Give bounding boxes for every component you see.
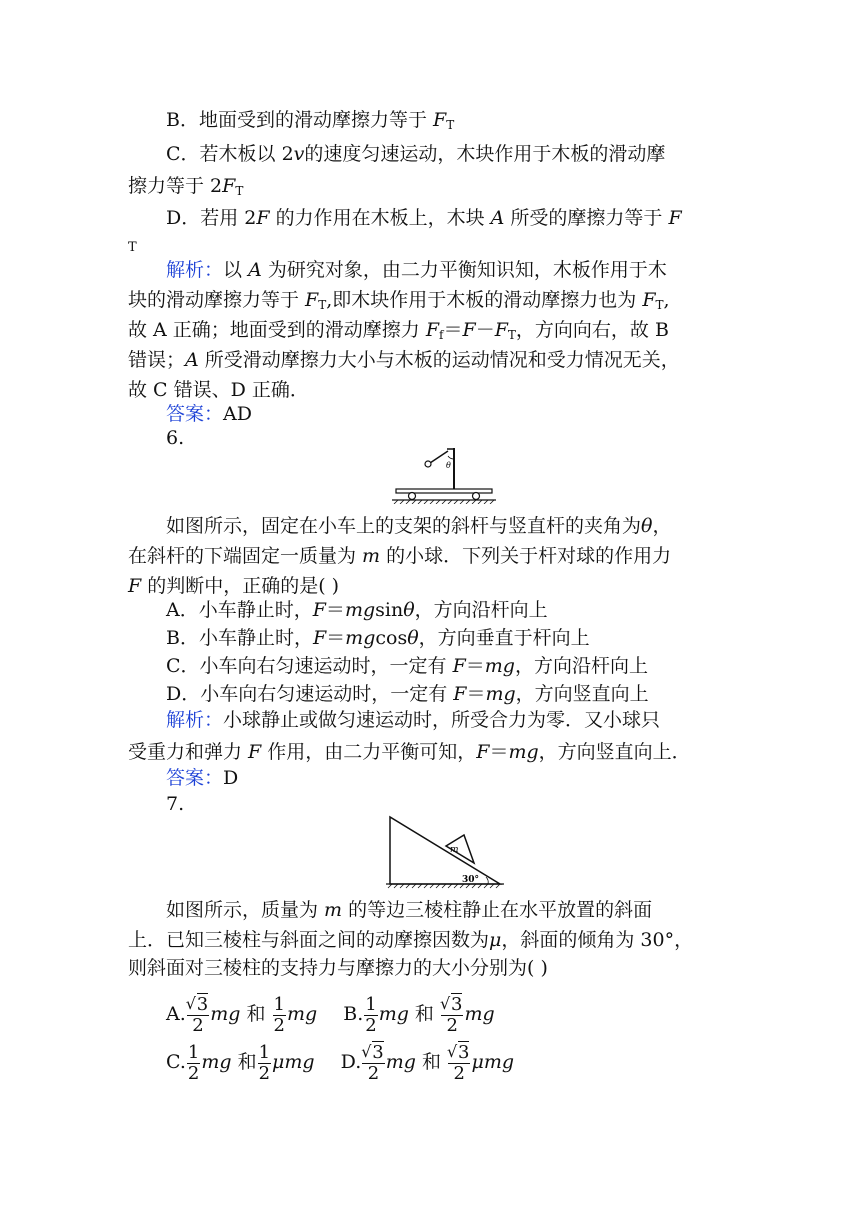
var: F	[453, 683, 467, 705]
q5-answer	[166, 402, 252, 426]
var: mg	[385, 1051, 416, 1073]
fraction	[273, 995, 286, 1036]
var: mg	[508, 741, 539, 763]
text: 块的滑动摩擦力等于	[128, 289, 306, 311]
text: 故 A 正确；地面受到的滑动摩擦力	[128, 319, 426, 341]
text: ，方向向右，故 B	[515, 319, 669, 341]
sub: T	[235, 184, 244, 198]
q7-number: 7.	[166, 793, 185, 815]
sqrt	[363, 1043, 383, 1063]
var: F	[425, 319, 440, 341]
var: m	[362, 545, 381, 567]
var: A	[185, 349, 199, 371]
text: ，方向竖直向上	[515, 683, 649, 705]
var: F	[128, 575, 142, 597]
sub: T	[446, 118, 455, 132]
num: 3	[372, 1041, 384, 1063]
text: 所受滑动摩擦力大小与木板的运动情况和受力情况无关，	[198, 349, 680, 371]
q5-analysis-line3	[128, 318, 669, 347]
analysis-label: 解析：	[166, 259, 224, 281]
q5-analysis-line4	[128, 348, 680, 372]
q7-stem-line2	[128, 928, 693, 952]
q5-option-c-line1	[166, 142, 665, 166]
text: ＝	[465, 655, 485, 677]
var: F	[256, 207, 270, 229]
var: μmg	[471, 1051, 514, 1073]
num: 3	[450, 993, 463, 1015]
q6-stem-line2	[128, 544, 671, 568]
q6-answer	[166, 766, 238, 790]
q7-incline-figure	[384, 814, 506, 890]
text: ＝	[325, 599, 345, 621]
theta-label: θ	[446, 461, 451, 470]
fraction	[364, 995, 377, 1036]
q6-option-d	[166, 682, 649, 706]
text: C．若木板以 2	[166, 143, 294, 165]
text: cos	[375, 627, 408, 649]
num: 3	[196, 993, 209, 1015]
text: －	[475, 319, 495, 341]
wheel-left	[409, 493, 416, 500]
text: 在斜杆的下端固定一质量为	[128, 545, 363, 567]
q6-number: 6.	[166, 427, 185, 449]
text: sin	[375, 599, 404, 621]
var: mg	[484, 655, 515, 677]
var: mg	[464, 1003, 495, 1025]
var: v	[293, 143, 305, 165]
text: 如图所示，质量为	[166, 899, 325, 921]
q5-option-b	[166, 108, 454, 137]
var: μ	[489, 929, 502, 951]
var: F	[305, 289, 319, 311]
text: A．小车静止时，	[166, 599, 313, 621]
den: 2	[273, 1014, 285, 1036]
var: mg	[485, 683, 516, 705]
text: B．地面受到的滑动摩擦力等于	[166, 109, 434, 131]
var: mg	[286, 1003, 318, 1025]
ground-hatch	[394, 500, 494, 504]
text: 和	[240, 1003, 272, 1025]
label: D.	[340, 1051, 362, 1073]
q7-option-c	[166, 1041, 321, 1084]
analysis-label: 解析：	[166, 709, 224, 731]
q6-option-c	[166, 654, 648, 678]
var: F	[462, 319, 476, 341]
incline	[390, 817, 500, 884]
text: ，	[652, 515, 672, 537]
label: B.	[343, 1003, 364, 1025]
q5-analysis-line2	[128, 288, 670, 317]
fraction	[187, 1043, 200, 1084]
q5-option-d-line2: T	[128, 240, 137, 255]
var: m	[324, 899, 343, 921]
text: 和	[231, 1051, 257, 1073]
var: mg	[210, 1003, 241, 1025]
text: 的判断中，正确的是( )	[141, 575, 340, 597]
var: F	[476, 741, 490, 763]
q7-option-a	[166, 993, 323, 1036]
label: C.	[166, 1051, 186, 1073]
text: 如图所示，固定在小车上的支架的斜杆与竖直杆的夹角为	[166, 515, 642, 537]
text: 作用，由二力平衡可知，	[261, 741, 477, 763]
text: D．若用 2	[166, 207, 257, 229]
text: ，斜面的倾角为 30°，	[501, 929, 694, 951]
den: 2	[453, 1062, 465, 1084]
var: F	[222, 175, 236, 197]
fraction	[362, 1043, 384, 1084]
text: ，方向沿杆向上	[514, 655, 648, 677]
text: 上．已知三棱柱与斜面之间的动摩擦因数为	[128, 929, 490, 951]
text: ，方向竖直向上．	[538, 741, 691, 763]
fraction	[441, 995, 463, 1036]
num: 1	[273, 993, 285, 1015]
den: 2	[192, 1014, 204, 1036]
var: F	[248, 741, 262, 763]
var: A	[490, 207, 505, 229]
wheel-right	[473, 493, 480, 500]
text: ,即木块作用于木板的滑动摩擦力也为	[326, 289, 643, 311]
mass-label: m	[450, 845, 459, 855]
answer-value: AD	[223, 403, 252, 425]
text: 和	[408, 1003, 440, 1025]
q6-stem-line1	[166, 514, 671, 538]
den: 2	[367, 1062, 380, 1084]
var: μmg	[272, 1051, 315, 1073]
text: 小球静止或做匀速运动时，所受合力为零．又小球只	[223, 709, 661, 731]
text: ，方向沿杆向上	[414, 599, 548, 621]
den: 2	[446, 1014, 458, 1036]
text: ＝	[443, 319, 463, 341]
text: 为研究对象，由二力平衡知识知，木板作用于木	[261, 259, 667, 281]
var: mg	[344, 599, 376, 621]
q5-analysis-line5: 故 C 错误、D 正确．	[128, 379, 309, 401]
num: 1	[187, 1041, 200, 1063]
var: mg	[201, 1051, 232, 1073]
var: F	[312, 599, 326, 621]
den: 2	[187, 1062, 200, 1084]
q5-option-c-line2	[128, 174, 243, 203]
text: 的力作用在木板上，木块	[269, 207, 491, 229]
num: 3	[458, 1041, 470, 1063]
var: mg	[345, 627, 376, 649]
q6-analysis-line2	[128, 740, 691, 764]
fraction	[187, 995, 209, 1036]
text: 和	[415, 1051, 448, 1073]
text: ＝	[326, 627, 346, 649]
sub: T	[655, 298, 664, 312]
q6-option-b	[166, 626, 590, 650]
text: ,	[663, 289, 670, 311]
den: 2	[365, 1014, 377, 1036]
var: mg	[378, 1003, 409, 1025]
text: 的小球．下列关于杆对球的作用力	[380, 545, 672, 567]
q5-option-d-line1	[166, 206, 682, 230]
text: 受重力和弹力	[128, 741, 249, 763]
ball	[425, 461, 431, 467]
q5-analysis-line1	[166, 258, 667, 282]
text: 错误；	[128, 349, 186, 371]
answer-value: D	[223, 767, 239, 789]
angle-label: 30°	[462, 875, 480, 885]
sqrt	[188, 995, 208, 1015]
text: ＝	[466, 683, 486, 705]
q7-options-row1	[166, 992, 495, 1036]
den: 2	[258, 1062, 271, 1084]
text: C．小车向右匀速运动时，一定有	[166, 655, 453, 677]
var: θ	[641, 515, 653, 537]
text: 的等边三棱柱静止在水平放置的斜面	[342, 899, 653, 921]
sub: T	[507, 328, 516, 342]
text: 所受的摩擦力等于	[504, 207, 669, 229]
sqrt	[449, 1043, 469, 1063]
text: 以	[223, 259, 249, 281]
text: D．小车向右匀速运动时，一定有	[166, 683, 454, 705]
sub: f	[439, 328, 444, 342]
text: B．小车静止时，	[166, 627, 313, 649]
text: 的速度匀速运动，木块作用于木板的滑动摩	[304, 143, 666, 165]
q6-cart-figure	[392, 446, 496, 504]
q7-option-d	[340, 1041, 514, 1084]
label: A.	[166, 1003, 186, 1025]
text: ＝	[489, 741, 509, 763]
answer-label: 答案：	[166, 767, 224, 789]
var: θ	[403, 599, 415, 621]
num: 1	[258, 1041, 271, 1063]
sqrt	[442, 995, 462, 1015]
answer-label: 答案：	[166, 403, 224, 425]
num: 1	[365, 993, 377, 1015]
q7-stem-line3: 则斜面对三棱柱的支持力与摩擦力的大小分别为( )	[128, 957, 548, 979]
q6-stem-line3	[128, 574, 339, 598]
q6-option-a	[166, 598, 548, 622]
q7-options-row2	[166, 1040, 514, 1084]
var: F	[494, 319, 508, 341]
var: F	[312, 627, 327, 649]
q6-analysis-line1	[166, 708, 660, 732]
var: F	[668, 207, 682, 229]
text: ，方向垂直于杆向上	[418, 627, 590, 649]
var: θ	[407, 627, 419, 649]
var: A	[248, 259, 262, 281]
var: F	[452, 655, 466, 677]
q7-stem-line1	[166, 898, 652, 922]
fraction	[448, 1043, 470, 1084]
text: 擦力等于 2	[128, 175, 223, 197]
q7-option-b	[343, 993, 495, 1036]
sub: T	[318, 298, 327, 312]
var: F	[433, 109, 447, 131]
var: F	[642, 289, 656, 311]
fraction	[258, 1043, 271, 1084]
